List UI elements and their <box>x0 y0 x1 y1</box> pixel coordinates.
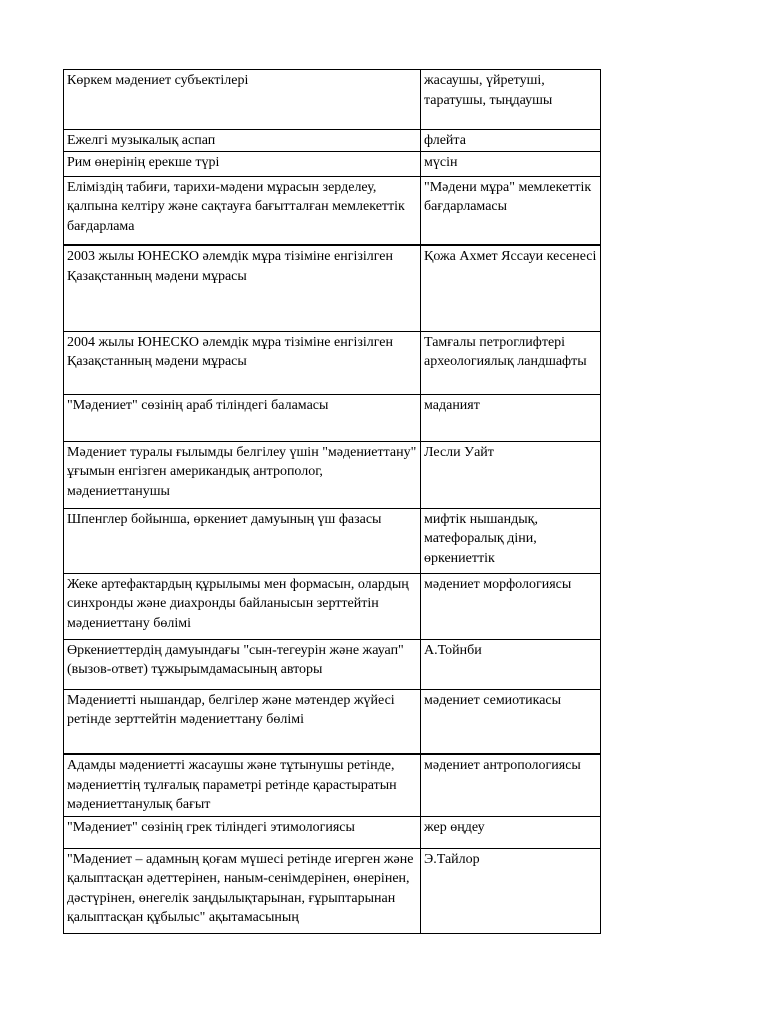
question-cell: "Мәдениет" сөзінің араб тіліндегі баламасы <box>64 394 421 441</box>
answer-cell: А.Тойнби <box>421 639 601 689</box>
question-cell: 2004 жылы ЮНЕСКО әлемдік мұра тізіміне енгізілген Қазақстанның мәдени мұрасы <box>64 331 421 394</box>
answer-cell: мәдениет морфологиясы <box>421 573 601 639</box>
table-row <box>64 151 601 176</box>
table-row <box>64 176 601 245</box>
answer-cell: флейта <box>421 130 601 152</box>
answer-cell: Тамғалы петроглифтері археологиялық ландшафты <box>421 331 601 394</box>
question-cell: Рим өнерінің ерекше түрі <box>64 151 421 176</box>
table-row <box>64 508 601 573</box>
table-row <box>64 394 601 441</box>
answer-cell: Қожа Ахмет Яссауи кесенесі <box>421 245 601 331</box>
question-cell: Шпенглер бойынша, өркениет дамуының үш фазасы <box>64 508 421 573</box>
table-row <box>64 441 601 508</box>
table-row <box>64 70 601 130</box>
answer-cell: мифтік нышандық, матефоралық діни, өркениеттік <box>421 508 601 573</box>
answer-cell: маданият <box>421 394 601 441</box>
question-cell: Өркениеттердің дамуындағы "сын-тегеурін және жауап" (вызов-ответ) тұжырымдамасының авторы <box>64 639 421 689</box>
table-row <box>64 689 601 754</box>
qa-table <box>63 69 601 934</box>
answer-cell: жасаушы, үйретуші, таратушы, тыңдаушы <box>421 70 601 130</box>
question-cell: Адамды мәдениетті жасаушы және тұтынушы ретінде, мәдениеттің тұлғалық параметрі ретінде қарастыратын мәдениеттанулық бағыт <box>64 754 421 816</box>
answer-cell: мәдениет антропологиясы <box>421 754 601 816</box>
table-row <box>64 130 601 152</box>
table-row <box>64 573 601 639</box>
answer-cell: "Мәдени мұра" мемлекеттік бағдарламасы <box>421 176 601 245</box>
answer-cell: мүсін <box>421 151 601 176</box>
question-cell: Мәдениет туралы ғылымды белгілеу үшін "мәдениеттану" ұғымын енгізген американдық антрополог, мәдениеттанушы <box>64 441 421 508</box>
answer-cell: Э.Тайлор <box>421 848 601 933</box>
question-cell: Жеке артефактардың құрылымы мен формасын, олардың синхронды және диахронды байланысын зерттейтін мәдениеттану бөлімі <box>64 573 421 639</box>
question-cell: 2003 жылы ЮНЕСКО әлемдік мұра тізіміне енгізілген Қазақстанның мәдени мұрасы <box>64 245 421 331</box>
question-cell: Көркем мәдениет субъектілері <box>64 70 421 130</box>
question-cell: Мәдениетті нышандар, белгілер және мәтендер жүйесі ретінде зерттейтін мәдениеттану бөлімі <box>64 689 421 754</box>
table-row <box>64 848 601 933</box>
table-row <box>64 331 601 394</box>
question-cell: Ежелгі музыкалық аспап <box>64 130 421 152</box>
answer-cell: Лесли Уайт <box>421 441 601 508</box>
table-row <box>64 816 601 848</box>
table-row <box>64 245 601 331</box>
answer-cell: мәдениет семиотикасы <box>421 689 601 754</box>
question-cell: "Мәдениет – адамның қоғам мүшесі ретінде игерген және қалыптасқан әдеттерінен, наным-сенімдерінен, өнерінен, дәстүрінен, өнегелік заңдылықтарынан, ғұрыптарынан қалыптасқан құбылыс" ақытамасының <box>64 848 421 933</box>
table-row <box>64 754 601 816</box>
answer-cell: жер өңдеу <box>421 816 601 848</box>
question-cell: Еліміздің табиғи, тарихи-мәдени мұрасын зерделеу, қалпына келтіру және сақтауға бағытталған мемлекеттік бағдарлама <box>64 176 421 245</box>
question-cell: "Мәдениет" сөзінің грек тіліндегі этимологиясы <box>64 816 421 848</box>
table-row <box>64 639 601 689</box>
